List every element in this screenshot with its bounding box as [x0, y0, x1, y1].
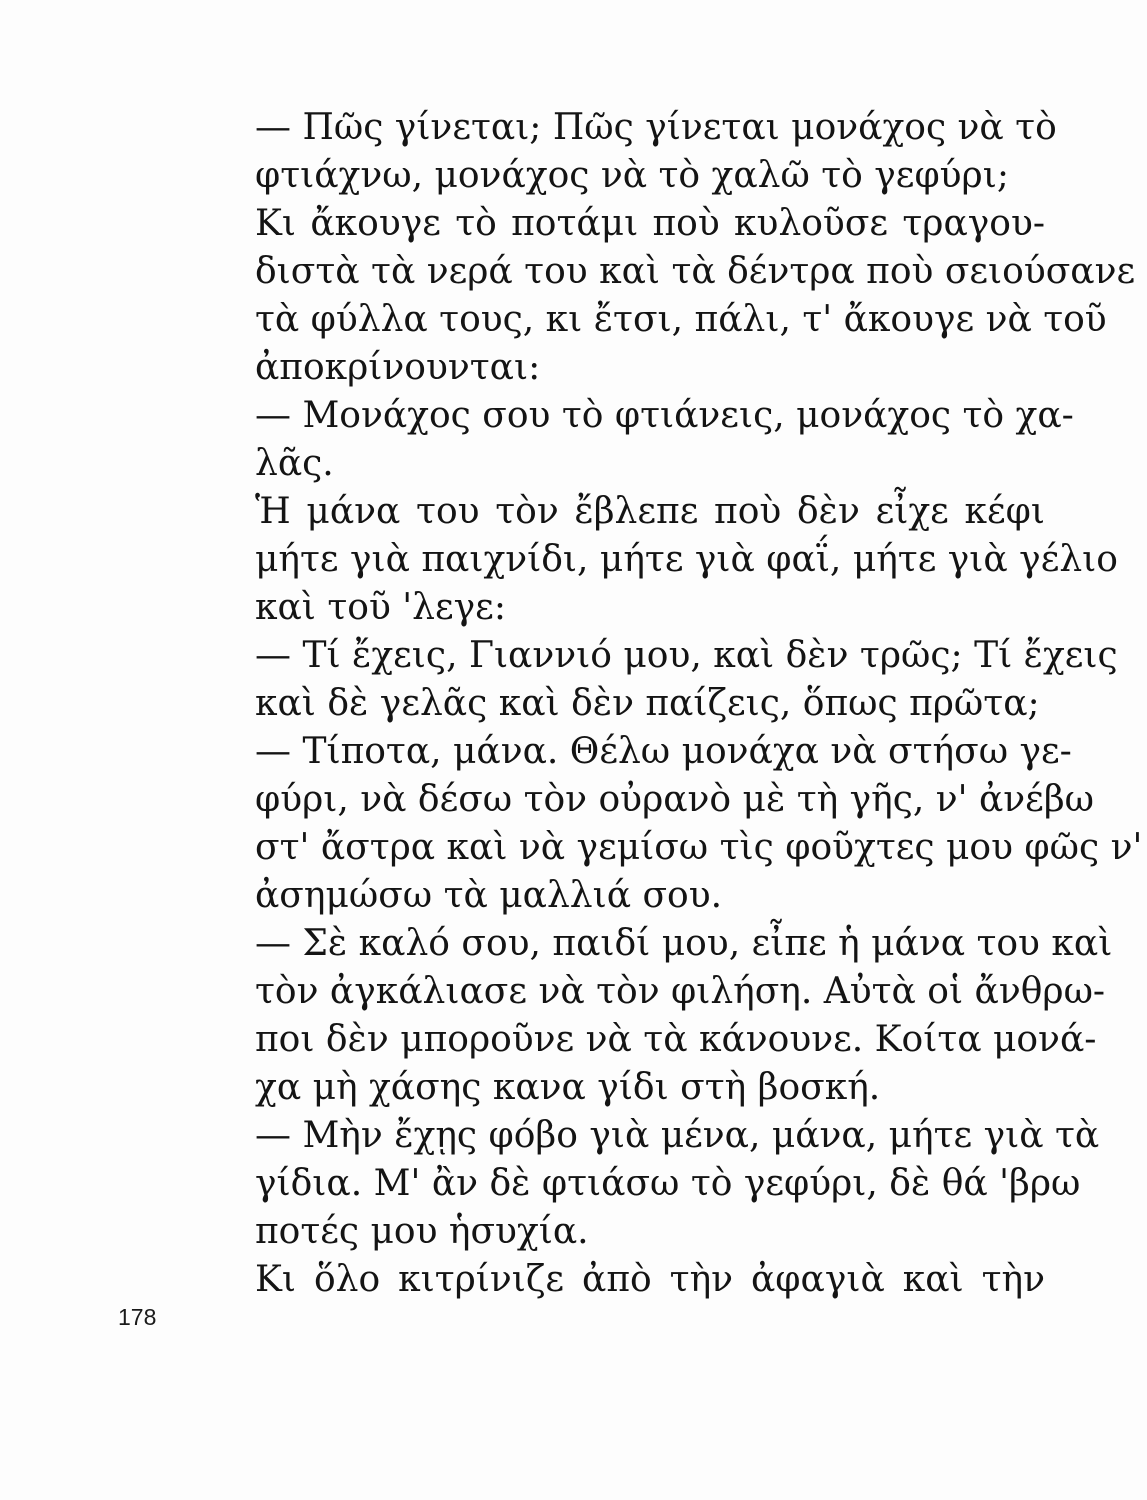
text-line: — Μονάχος σου τὸ φτιάνεις, μονάχος τὸ χα-	[255, 395, 1074, 436]
text-line: — Πῶς γίνεται; Πῶς γίνεται μονάχος νὰ τὸ	[255, 107, 1057, 148]
text-line: φτιάχνω, μονάχος νὰ τὸ χαλῶ τὸ γεφύρι;	[255, 155, 1009, 196]
text-line: Ἡ μάνα του τὸν ἔβλεπε ποὺ δὲν εἶχε κέφι	[255, 491, 1045, 532]
text-line: ἀποκρίνουνται:	[255, 347, 541, 388]
text-line: — Σὲ καλό σου, παιδί μου, εἶπε ἡ μάνα του καὶ	[255, 923, 1113, 964]
text-line: καὶ δὲ γελᾶς καὶ δὲν παίζεις, ὅπως πρῶτα;	[255, 683, 1040, 724]
text-line: τὸν ἀγκάλιασε νὰ τὸν φιλήση. Αὐτὰ οἱ ἄνθρω-	[255, 971, 1106, 1012]
text-line: φύρι, νὰ δέσω τὸν οὐρανὸ μὲ τὴ γῆς, ν' ἀνέβω	[255, 779, 1095, 820]
text-line: — Τίποτα, μάνα. Θέλω μονάχα νὰ στήσω γε-	[255, 731, 1072, 772]
text-line: διστὰ τὰ νερά του καὶ τὰ δέντρα ποὺ σειούσανε	[255, 251, 1136, 292]
text-line: ἀσημώσω τὰ μαλλιά σου.	[255, 875, 723, 916]
page-number: 178	[118, 1304, 157, 1330]
text-line: μήτε γιὰ παιχνίδι, μήτε γιὰ φαΐ, μήτε γιὰ γέλιο	[255, 539, 1118, 580]
text-line: ποτές μου ἡσυχία.	[255, 1211, 589, 1252]
text-line: στ' ἄστρα καὶ νὰ γεμίσω τὶς φοῦχτες μου φῶς ν'	[255, 827, 1143, 868]
text-line: Κι ὅλο κιτρίνιζε ἀπὸ τὴν ἀφαγιὰ καὶ τὴν	[255, 1259, 1045, 1300]
text-line: τὰ φύλλα τους, κι ἔτσι, πάλι, τ' ἄκουγε νὰ τοῦ	[255, 299, 1107, 340]
text-line: γίδια. Μ' ἂν δὲ φτιάσω τὸ γεφύρι, δὲ θά 'βρω	[255, 1163, 1081, 1204]
text-line: καὶ τοῦ 'λεγε:	[255, 587, 506, 628]
text-line: χα μὴ χάσης κανα γίδι στὴ βοσκή.	[255, 1067, 881, 1108]
text-line: Κι ἄκουγε τὸ ποτάμι ποὺ κυλοῦσε τραγου-	[255, 203, 1045, 244]
text-line: — Μὴν ἔχῃς φόβο γιὰ μένα, μάνα, μήτε γιὰ τὰ	[255, 1115, 1100, 1156]
text-line: — Τί ἔχεις, Γιαννιό μου, καὶ δὲν τρῶς; Τί ἔχεις	[255, 635, 1118, 676]
text-line: λᾶς.	[255, 443, 334, 484]
body-text	[255, 104, 1143, 1304]
text-line: ποι δὲν μποροῦνε νὰ τὰ κάνουνε. Κοίτα μονά-	[255, 1019, 1097, 1060]
